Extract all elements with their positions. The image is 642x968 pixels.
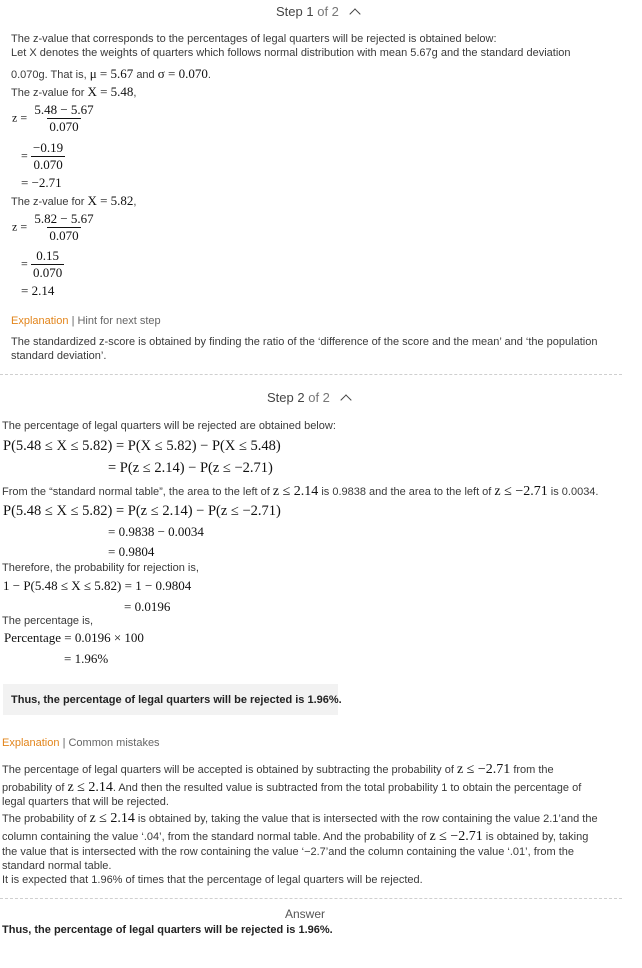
step1-let-line: Let X denotes the weights of quarters which follows normal distribution with mean 5.67g and the standard deviation	[11, 47, 571, 59]
step1-header[interactable]	[276, 4, 359, 19]
step1-label: Step 1	[276, 4, 314, 19]
z-fraction-b: z = $\frac{5.82 - 5.67}{0.070}$	[12, 211, 94, 243]
common-mistakes-link[interactable]: Common mistakes	[68, 737, 160, 749]
table-sentence: From the “standard normal table”, the area to the left of z ≤ 2.14 is 0.9838 and the area to the left of z ≤ −2.71 is 0.0034.	[2, 484, 599, 499]
equation-2c: = 0.9804	[108, 544, 155, 559]
step1-that-is: 0.070g. That is, μ = 5.67 and σ = 0.070.	[11, 66, 211, 81]
step1-explanation-bar: Explanation | Hint for next step	[11, 315, 161, 327]
hint-link[interactable]: Hint for next step	[77, 315, 161, 327]
explanation-link[interactable]: Explanation	[2, 737, 60, 749]
z-value-for-b: The z-value for X = 5.82,	[11, 193, 137, 208]
answer-divider	[0, 898, 622, 899]
mistake-1-line3: legal quarters that will be rejected.	[2, 796, 169, 808]
therefore-text: Therefore, the probability for rejection is,	[2, 562, 199, 574]
mistake-2-line4: standard normal table.	[2, 860, 112, 872]
mistake-2-line1: The probability of z ≤ 2.14 is obtained by, taking the value that is intersected with the row containing the value 2.1’and the	[2, 811, 598, 826]
equation-2a: P(5.48 ≤ X ≤ 5.82) = P(z ≤ 2.14) − P(z ≤ −2.71)	[3, 503, 281, 519]
equation-3b: = 0.0196	[124, 599, 171, 614]
z-fraction-a: z = $\frac{5.48 - 5.67}{0.070}$	[12, 102, 94, 134]
step1-explanation-line1: The standardized z-score is obtained by finding the ratio of the ‘difference of the score and the mean’ and ‘the population	[11, 336, 598, 348]
mistake-3: It is expected that 1.96% of times that the percentage of legal quarters will be rejected.	[2, 874, 423, 886]
step-divider	[0, 374, 622, 375]
step2-of: of 2	[308, 390, 330, 405]
explanation-link[interactable]: Explanation	[11, 315, 69, 327]
equation-1a: P(5.48 ≤ X ≤ 5.82) = P(X ≤ 5.82) − P(X ≤ 5.48)	[3, 438, 281, 454]
equation-3a: 1 − P(5.48 ≤ X ≤ 5.82) = 1 − 0.9804	[3, 578, 192, 593]
x-value-a: X = 5.48	[87, 84, 134, 99]
step1-of: of 2	[317, 4, 339, 19]
chevron-up-icon[interactable]	[340, 394, 351, 405]
result-box-text: Thus, the percentage of legal quarters will be rejected is 1.96%.	[11, 694, 342, 706]
equation-4a: Percentage = 0.0196 × 100	[4, 630, 144, 645]
mistake-2-line2: column containing the value ‘.04’, from the standard normal table. And the probability of z ≤ −2.71 is obtained by, taking	[2, 829, 589, 844]
answer-text: Thus, the percentage of legal quarters will be rejected is 1.96%.	[2, 924, 333, 936]
answer-label: Answer	[285, 907, 326, 921]
z-fraction-a2: = $\frac{-0.19}{0.070}$	[21, 140, 64, 172]
mistake-2-line3: the value that is intersected with the row containing the value ‘−2.7’and the column containing the value ‘.01’, from the	[2, 846, 575, 858]
step2-explanation-bar: Explanation | Common mistakes	[2, 737, 160, 749]
x-value-b: X = 5.82	[87, 193, 134, 208]
mistake-1-line2: probability of z ≤ 2.14. And then the resulted value is subtracted from the total probability 1 to obtain the percentage of	[2, 780, 582, 795]
step1-explanation-line2: standard deviation’.	[11, 350, 107, 362]
step1-intro: The z-value that corresponds to the percentages of legal quarters will be rejected is obtained below:	[11, 33, 497, 45]
mu-value: μ = 5.67	[89, 66, 134, 81]
step2-intro: The percentage of legal quarters will be rejected are obtained below:	[2, 420, 336, 432]
step2-header[interactable]	[267, 390, 350, 405]
equation-2b: = 0.9838 − 0.0034	[108, 524, 204, 539]
z-result-a: = −2.71	[21, 175, 62, 190]
z-result-b: = 2.14	[21, 283, 55, 298]
percentage-is-text: The percentage is,	[2, 615, 94, 627]
step2-label: Step 2	[267, 390, 305, 405]
equation-1b: = P(z ≤ 2.14) − P(z ≤ −2.71)	[108, 460, 273, 476]
z-fraction-b2: = $\frac{0.15}{0.070}$	[21, 248, 63, 280]
sigma-value: σ = 0.070	[157, 66, 208, 81]
chevron-up-icon[interactable]	[349, 8, 360, 19]
mistake-1-line1: The percentage of legal quarters will be accepted is obtained by subtracting the probability of z ≤ −2.71 from the	[2, 762, 554, 777]
equation-4b: = 1.96%	[64, 651, 109, 666]
z-value-for-a: The z-value for X = 5.48,	[11, 84, 137, 99]
